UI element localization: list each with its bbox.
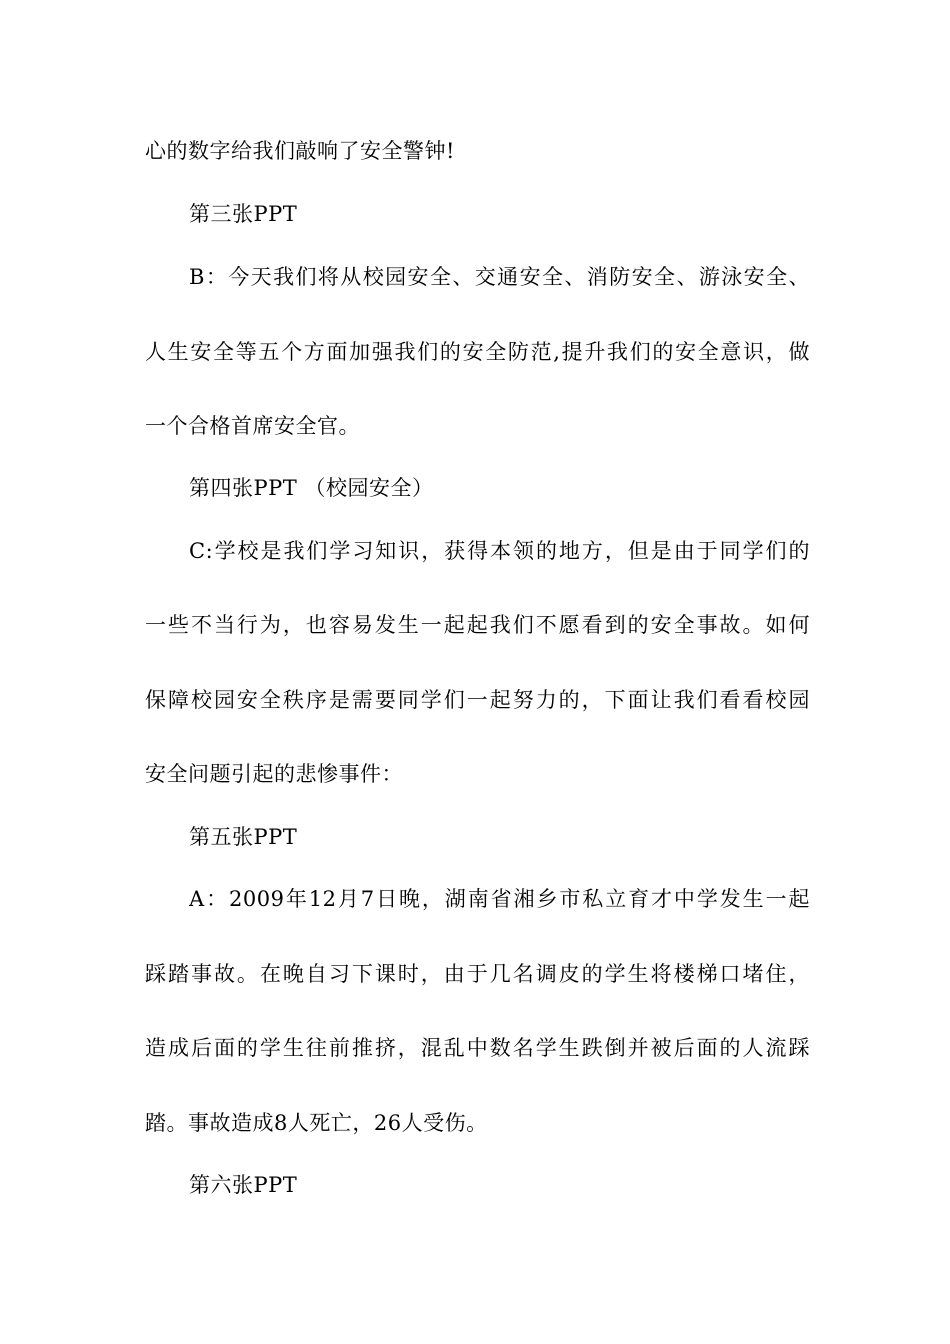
text-line: A：2009年12月7日晚，湖南省湘乡市私立育才中学发生一起 (189, 887, 810, 911)
text-line: 保障校园安全秩序是需要同学们一起努力的，下面让我们看看校园 (145, 688, 810, 712)
text-line: 安全问题引起的悲惨事件： (145, 762, 403, 786)
slide-heading: 第六张PPT (189, 1173, 298, 1197)
text-line: 一些不当行为，也容易发生一起起我们不愿看到的安全事故。如何 (145, 613, 810, 637)
text-line: 造成后面的学生往前推挤，混乱中数名学生跌倒并被后面的人流踩 (145, 1036, 810, 1060)
text-line: 踩踏事故。在晚自习下课时，由于几名调皮的学生将楼梯口堵住， (145, 962, 810, 986)
text-line: 踏。事故造成8人死亡，26人受伤。 (145, 1111, 488, 1135)
slide-heading: 第四张PPT （校园安全） (189, 476, 434, 500)
slide-heading: 第五张PPT (189, 825, 298, 849)
text-line: 人生安全等五个方面加强我们的安全防范,提升我们的安全意识，做 (145, 340, 810, 364)
text-line: 心的数字给我们敲响了安全警钟! (145, 139, 455, 163)
text-line: 一个合格首席安全官。 (145, 414, 360, 438)
text-line: C:学校是我们学习知识，获得本领的地方，但是由于同学们的 (189, 539, 810, 563)
slide-heading: 第三张PPT (189, 202, 298, 226)
text-line: B：今天我们将从校园安全、交通安全、消防安全、游泳安全、 (189, 265, 810, 289)
